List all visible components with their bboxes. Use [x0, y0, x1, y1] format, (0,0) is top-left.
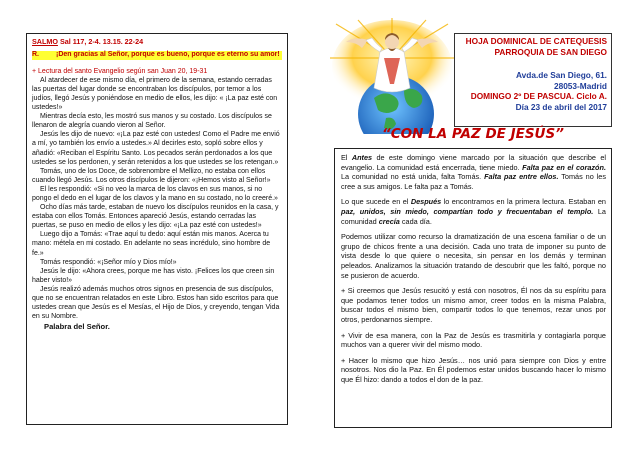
gospel-paragraph: Mientras decía esto, les mostró sus manos y su costado. Los discípulos se llenaron de alegría cuando vieron al Señor. [32, 113, 272, 130]
parish-name: PARROQUIA DE SAN DIEGO [494, 46, 607, 57]
paragraph-antes: El Antes de este domingo viene marcado por la situación que describe el evangelio. La comunidad está encerrada, tiene miedo. Falta paz en el corazón. La comunidad no está unida, falta Tomás. Falta paz entre ellos. Tomás no les cree a sus amigos. Le falta paz a Tomás. [341, 153, 607, 191]
gospel-text [32, 76, 282, 322]
risen-christ-illustration [328, 18, 466, 134]
paragraph-vivir: + Vivir de esa manera, con la Paz de Jesús es trasmitirla y contagiarla porque muchos van a querer vivir del mismo modo. [341, 330, 606, 350]
gospel-paragraph: Al atardecer de ese mismo día, el primero de la semana, estando cerradas las puertas del lugar donde se encontraban los discípulos, por temor a los judíos, llegó Jesús y poniéndose en medio de ellos, les dijo: « ¡La paz esté con ustedes!» [32, 76, 278, 112]
bulletin-title: HOJA DOMINICAL DE CATEQUESIS [465, 36, 607, 46]
gospel-paragraph: Jesús realizó además muchos otros signos en presencia de sus discípulos, que no se encuentran relatados en este Libro. Estos han sido escritos para que ustedes crean que Jesús es el Mesías, el Hijo de Dios, y creyendo, tengan Vida en su Nombre. [32, 285, 280, 321]
gospel-paragraph: Ocho días más tarde, estaban de nuevo los discípulos reunidos en la casa, y estaba con ellos Tomás. Entonces apareció Jesús, estando cerradas las puertas, se puso en medio de ellos y les dijo: «¡La paz esté con ustedes!» [32, 204, 279, 230]
gospel-paragraph: Tomás, uno de los Doce, de sobrenombre el Mellizo, no estaba con ellos cuando llegó Jesús. Los otros discípulos le dijeron: «¡Hemos visto al Señor!» [32, 167, 271, 184]
catechesis-box [334, 148, 612, 428]
address-street: Avda.de San Diego, 61. [516, 70, 607, 80]
paragraph-recurso: Podemos utilizar como recurso la dramatización de una escena familiar o de un grupo de chicos frente a una decisión. Cada uno trata de imponer su punto de vista desde lo que quiere o necesita, sin pensar en los demás y terminan peleados. Analizamos la situación tratando de descubrir que les faltó, porque no se pusieron de acuerdo. [341, 232, 606, 280]
gospel-reference: + Lectura del santo Evangelio según san Juan 20, 19-31 [32, 67, 208, 75]
bulletin-date: Día 23 de abril del 2017 [515, 101, 607, 112]
paragraph-creemos: + Si creemos que Jesús resucitó y está con nosotros, Él nos da su espíritu para que podamos tener todos un mismo amor, creer todos en la misma Palabra, buscar todos el mismo bien, compartir todos lo que tenemos, rezar unos por otros, perdonarnos siempre. [341, 286, 606, 324]
gospel-closing: Palabra del Señor. [44, 322, 110, 332]
liturgical-sunday: DOMINGO 2º DE PASCUA. Ciclo A. [470, 91, 607, 101]
psalm-heading: SALMO Sal 117, 2-4. 13.15. 22-24 [32, 37, 144, 46]
gospel-paragraph: Tomás respondió: «¡Señor mío y Dios mío!» [40, 258, 177, 266]
paragraph-hacer: + Hacer lo mismo que hizo Jesús… nos unió para siempre con Dios y entre nosotros. Nos dio la Paz. En Él podemos estar unidos buscando hacer lo mismo que Él hizo: dando a todos el don de la paz. [341, 355, 606, 384]
gospel-paragraph: Luego dijo a Tomás: «Trae aquí tu dedo: aquí están mis manos. Acerca tu mano: métela en mi costado. En adelante no seas incrédulo, sino hombre de fe.» [32, 231, 271, 257]
gospel-paragraph: Jesús les dijo de nuevo: «¡La paz esté con ustedes! Como el Padre me envió a mí, yo también los envío a ustedes.» Al decirles esto, sopló sobre ellos y añadió: «Reciban el Espíritu Santo. Los pecados serán perdonados a los que ustedes se los perdonen, y serán retenidos a los que ustedes se los retengan.» [32, 131, 280, 166]
address-city: 28053-Madrid [553, 80, 607, 91]
paragraph-despues: Lo que sucede en el Después lo encontramos en la primera lectura. Estaban en paz, unidos, sin miedo, compartían todo y frecuentaban el templo. La comunidad crecía cada día. [341, 197, 606, 226]
parish-header [454, 33, 612, 127]
gospel-paragraph: El les respondió: «Si no veo la marca de los clavos en sus manos, si no pongo el dedo en el lugar de los clavos y la mano en su costado, no lo creeré.» [32, 185, 278, 202]
psalm-response: R. ¡Den gracias al Señor, porque es bueno, porque es eterno su amor! [32, 51, 282, 60]
psalm-gospel-box [26, 33, 288, 425]
page-title: “CON LA PAZ DE JESÚS” [382, 126, 564, 142]
gospel-paragraph: Jesús le dijo: «Ahora crees, porque me has visto. ¡Felices los que creen sin haber visto!» [32, 267, 275, 284]
